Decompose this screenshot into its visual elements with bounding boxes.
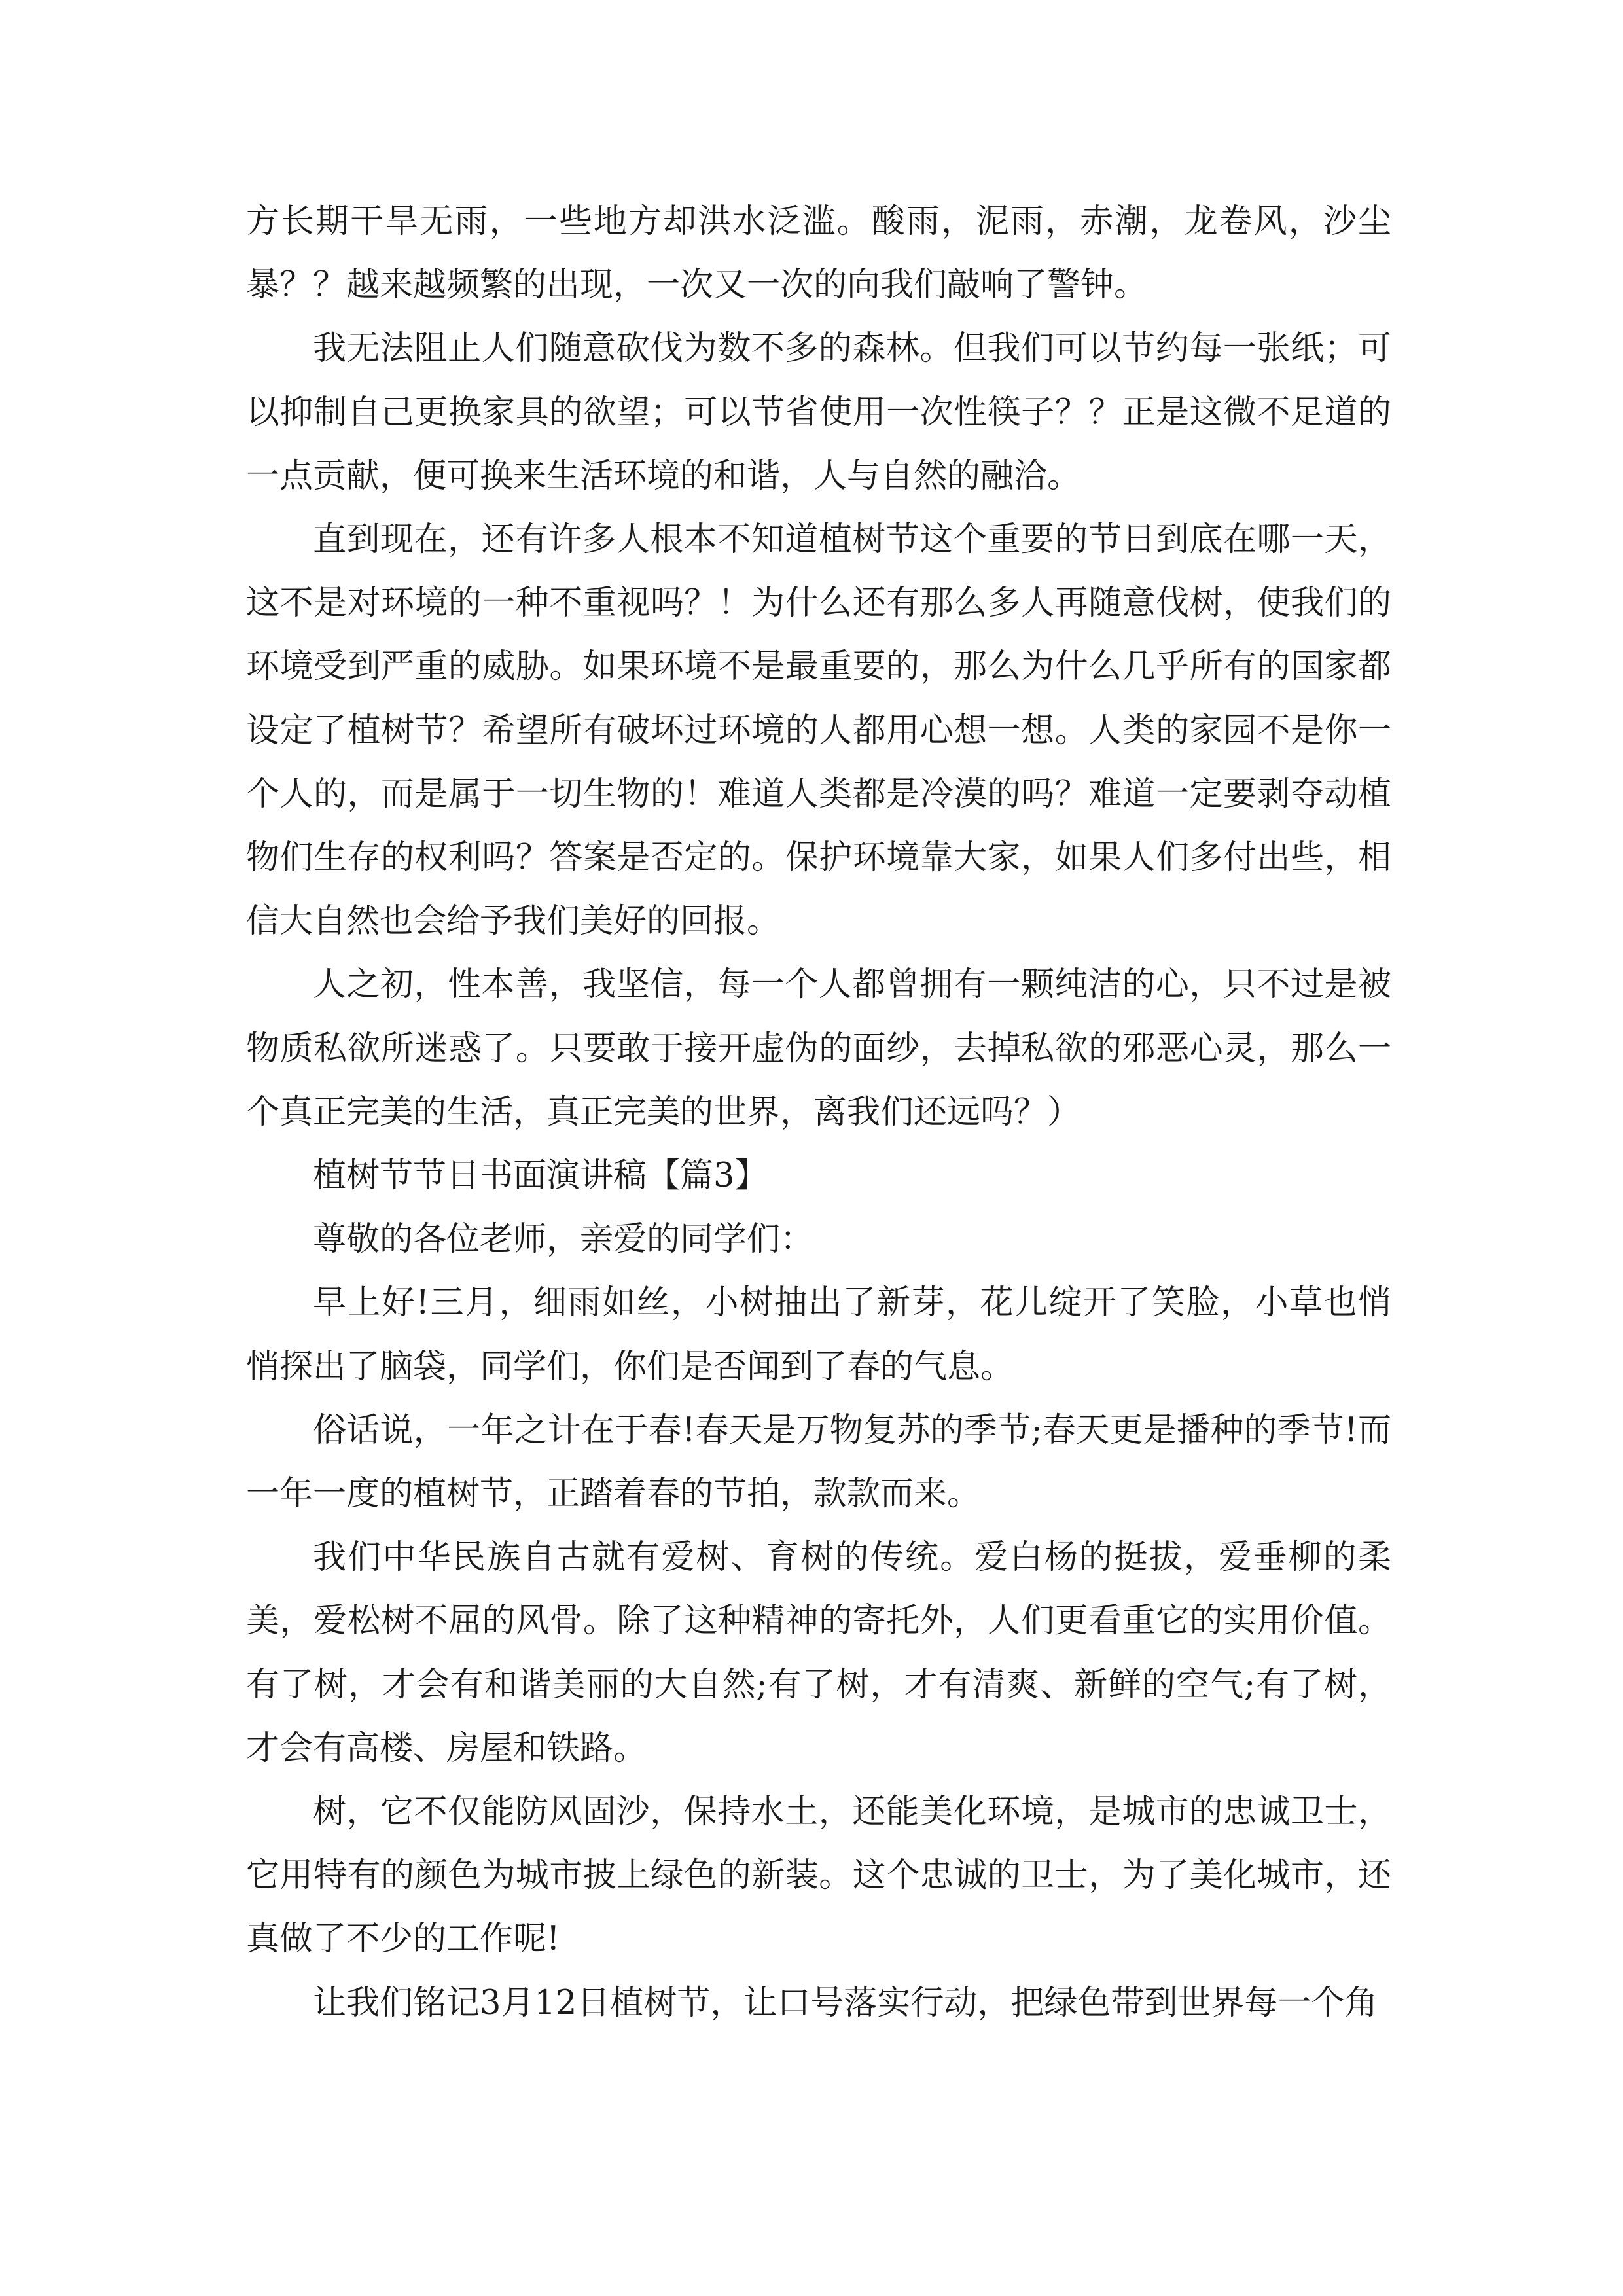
paragraph-8: 俗话说，一年之计在于春!春天是万物复苏的季节;春天更是播种的季节!而一年一度的植树节，正踏着春的节拍，款款而来。 xyxy=(246,1410,1391,1514)
document-page xyxy=(246,190,1391,2035)
paragraph-7: 早上好!三月，细雨如丝，小树抽出了新芽，花儿绽开了笑脸，小草也悄悄探出了脑袋，同学们，你们是否闻到了春的气息。 xyxy=(246,1283,1391,1386)
salutation: 尊敬的各位老师，亲爱的同学们： xyxy=(313,1220,814,1259)
paragraph-4: 人之初，性本善，我坚信，每一个人都曾拥有一颗纯洁的心，只不过是被物质私欲所迷惑了。只要敢于接开虚伪的面纱，去掉私欲的邪恶心灵，那么一个真正完美的生活，真正完美的世界，离我们还远吗？） xyxy=(246,965,1391,1132)
paragraph-9: 我们中华民族自古就有爱树、育树的传统。爱白杨的挺拔，爱垂柳的柔美，爱松树不屈的风骨。除了这种精神的寄托外，人们更看重它的实用价值。有了树，才会有和谐美丽的大自然;有了树，才有清爽、新鲜的空气;有了树，才会有高楼、房屋和铁路。 xyxy=(246,1538,1391,1768)
paragraph-10: 树，它不仅能防风固沙，保持水土，还能美化环境，是城市的忠诚卫士，它用特有的颜色为城市披上绿色的新装。这个忠诚的卫士，为了美化城市，还真做了不少的工作呢! xyxy=(246,1793,1391,1959)
paragraph-2: 我无法阻止人们随意砍伐为数不多的森林。但我们可以节约每一张纸；可以抑制自己更换家具的欲望；可以节省使用一次性筷子？？正是这微不足道的一点贡献，便可换来生活环境的和谐，人与自然的融洽。 xyxy=(246,329,1391,495)
paragraph-11: 让我们铭记3月12日植树节，让口号落实行动，把绿色带到世界每一个角 xyxy=(313,1983,1378,2022)
paragraph-3: 直到现在，还有许多人根本不知道植树节这个重要的节日到底在哪一天，这不是对环境的一种不重视吗？！为什么还有那么多人再随意伐树，使我们的环境受到严重的威胁。如果环境不是最重要的，那么为什么几乎所有的国家都设定了植树节？希望所有破坏过环境的人都用心想一想。人类的家园不是你一个人的，而是属于一切生物的！难道人类都是冷漠的吗？难道一定要剥夺动植物们生存的权利吗？答案是否定的。保护环境靠大家，如果人们多付出些，相信大自然也会给予我们美好的回报。 xyxy=(246,520,1391,941)
paragraph-1: 方长期干旱无雨，一些地方却洪水泛滥。酸雨，泥雨，赤潮，龙卷风，沙尘暴？？越来越频繁的出现，一次又一次的向我们敲响了警钟。 xyxy=(246,202,1391,305)
section-heading: 植树节节日书面演讲稿【篇3】 xyxy=(313,1157,768,1196)
